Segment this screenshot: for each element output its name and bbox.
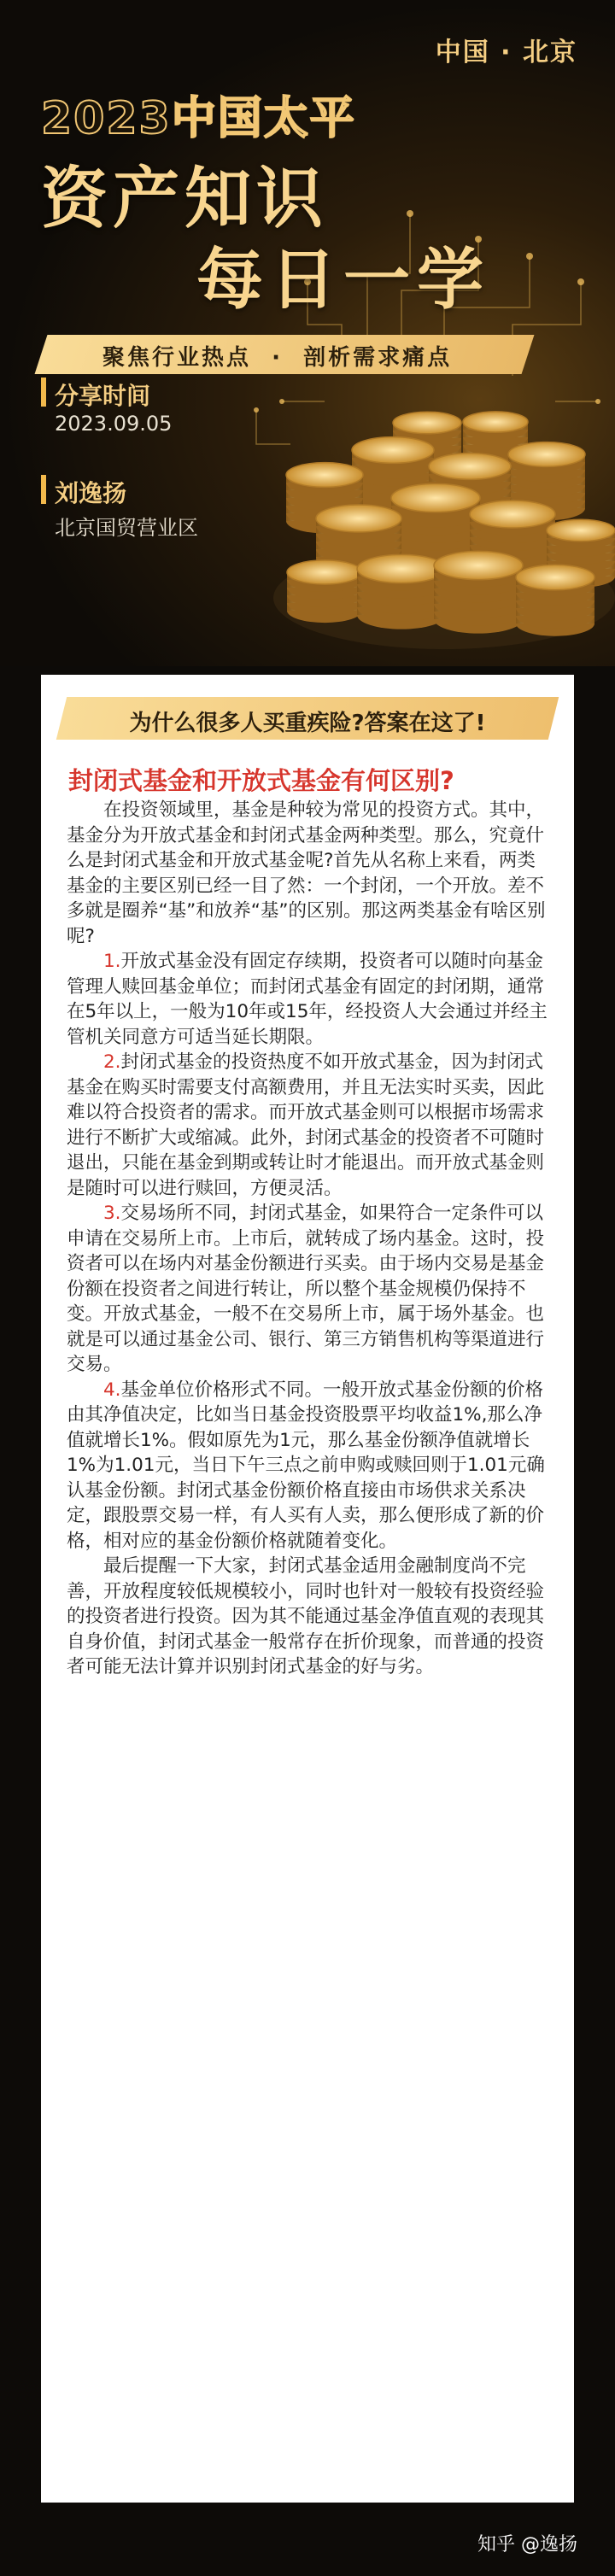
share-time-marker: [41, 378, 46, 407]
share-time-value: 2023.09.05: [55, 412, 173, 436]
question-banner-text: 为什么很多人买重疾险?答案在这了!: [129, 711, 486, 736]
article-point-3: [67, 1201, 554, 1378]
watermark: 知乎 @逸扬: [477, 2534, 577, 2556]
article-point-2: [67, 1050, 554, 1201]
author-location: 北京国贸营业区: [55, 516, 198, 540]
tagline-banner-text: 聚焦行业热点 · 剖析需求痛点: [102, 345, 453, 371]
point-text: 交易场所不同，封闭式基金，如果符合一定条件可以申请在交易所上市。上市后，就转成了场内基金。这时，投资者可以在场内对基金份额进行买卖。由于场内交易是基金份额在投资者之间进行转让，所以整个基金规模仍保持不变。开放式基金，一般不在交易所上市，属于场外基金。也就是可以通过基金公司、银行、第三方销售机构等渠道进行交易。: [67, 1203, 545, 1375]
point-number: 4.: [103, 1379, 121, 1401]
point-number: 3.: [103, 1203, 121, 1224]
main-title-line2: 每日一学: [196, 242, 491, 319]
coin-stack: [287, 560, 362, 623]
article-title: 封闭式基金和开放式基金有何区别?: [68, 766, 454, 795]
coin-stack: [357, 554, 446, 629]
article-point-4: [67, 1378, 554, 1554]
main-title-line1: 资产知识: [41, 161, 329, 237]
article-intro: 在投资领域里，基金是种较为常见的投资方式。其中，基金分为开放式基金和封闭式基金两种类型。那么，究竟什么是封闭式基金和开放式基金呢?首先从名称上来看，两类基金的主要区别已经一目了然：一个封闭，一个开放。差不多就是圈养“基”和放养“基”的区别。那这两类基金有啥区别呢?: [67, 799, 546, 947]
point-text: 开放式基金没有固定存续期，投资者可以随时向基金管理人赎回基金单位；而封闭式基金有固定的封闭期，通常在5年以上，一般为10年或15年，经投资人大会通过并经主管机关同意方可适当延长期限。: [67, 951, 548, 1048]
author-marker: [41, 475, 46, 504]
coin-stack: [516, 565, 594, 635]
gold-coin-stacks: [273, 359, 615, 649]
year-title: 2023中国太平: [41, 93, 356, 144]
point-text: 封闭式基金的投资热度不如开放式基金，因为封闭式基金在购买时需要支付高额费用，并且无法实时买卖，因此难以符合投资者的需求。而开放式基金则可以根据市场需求进行不断扩大或缩减。此外，封闭式基金的投资者不可随时退出，只能在基金到期或转让时才能退出。而开放式基金则是随时可以进行赎回，方便灵活。: [67, 1051, 545, 1199]
location-label: 中国 · 北京: [435, 38, 577, 67]
article-body: [67, 798, 554, 1680]
author-name: 刘逸扬: [55, 479, 127, 507]
hero-banner: [0, 0, 615, 666]
point-text: 基金单位价格形式不同。一般开放式基金份额的价格由其净值决定，比如当日基金投资股票平均收益1%,那么净值就增长1%。假如原先为1元，那么基金份额净值就增长1%为1.01元，当日下午三点之前申购或赎回则于1.01元确认基金份额。封闭式基金份额价格直接由市场供求关系决定，跟股票交易一样，有人买有人卖，那么便形成了新的价格，相对应的基金份额价格就随着变化。: [67, 1379, 545, 1552]
point-number: 2.: [103, 1051, 121, 1073]
article-conclusion: 最后提醒一下大家，封闭式基金适用金融制度尚不完善，开放程度较低规模较小，同时也针对一般较有投资经验的投资者进行投资。因为其不能通过基金净值直观的表现其自身价值，封闭式基金一般常存在折价现象，而普通的投资者可能无法计算并识别封闭式基金的好与劣。: [67, 1555, 545, 1677]
article-point-1: [67, 949, 554, 1050]
coin-stack: [434, 551, 523, 633]
point-number: 1.: [103, 951, 121, 972]
share-time-label: 分享时间: [55, 382, 151, 410]
